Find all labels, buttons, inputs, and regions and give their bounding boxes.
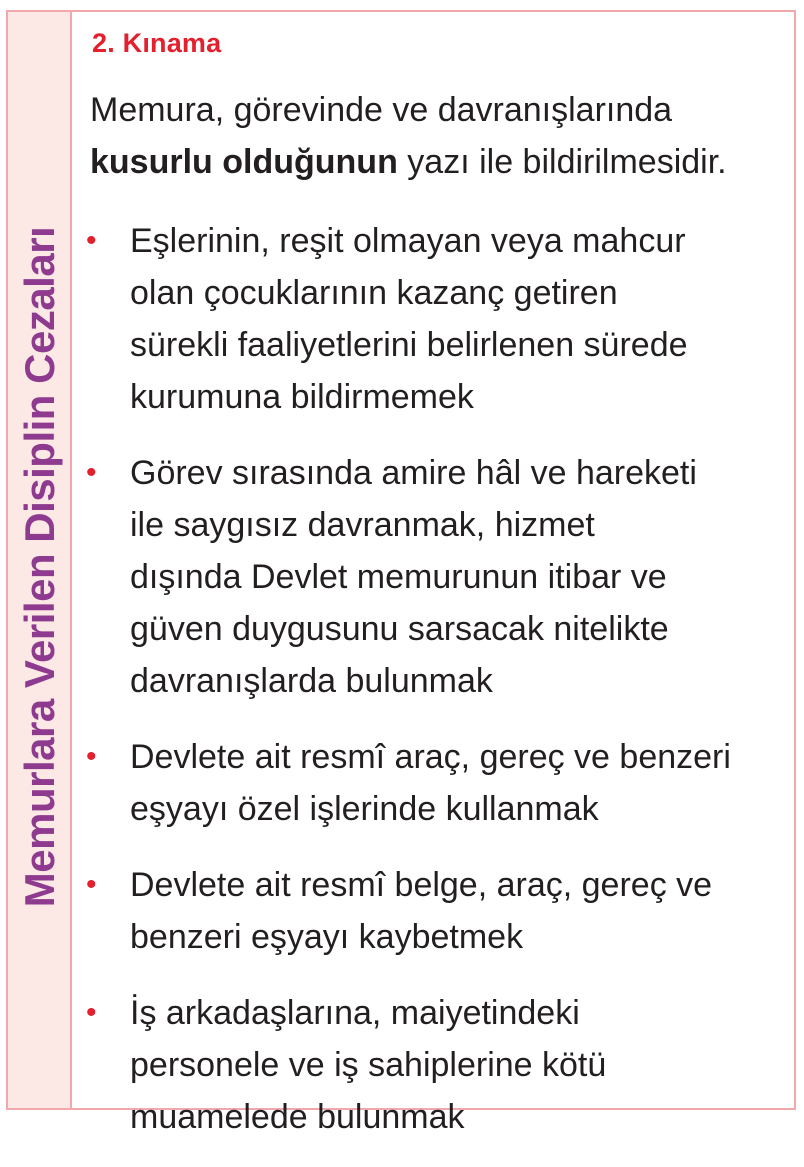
- list-item: [72, 731, 792, 835]
- bullet-icon: •: [86, 224, 97, 257]
- list-item-line: İş arkadaşlarına, maiyetindeki: [130, 994, 580, 1032]
- list-item-line: eşyayı özel işlerinde kullanmak: [130, 790, 599, 828]
- list-item-line: dışında Devlet memurunun itibar ve: [130, 558, 667, 596]
- list-item: [72, 987, 792, 1143]
- bullet-icon: •: [86, 740, 97, 773]
- side-title: Memurlara Verilen Disiplin Cezaları: [16, 226, 63, 908]
- list-item-line: muamelede bulunmak: [130, 1098, 465, 1136]
- list-item: [72, 447, 792, 707]
- list-item-line: benzeri eşyayı kaybetmek: [130, 918, 524, 956]
- list-item-line: kurumuna bildirmemek: [130, 378, 474, 416]
- side-band: [8, 12, 72, 1108]
- list-item-line: olan çocuklarının kazanç getiren: [130, 274, 618, 312]
- list-item-line: sürekli faaliyetlerini belirlenen sürede: [130, 326, 688, 364]
- list-item-line: Görev sırasında amire hâl ve hareketi: [130, 454, 697, 492]
- list-item: [72, 859, 792, 963]
- list-item-line: Eşlerinin, reşit olmayan veya mahcur: [130, 222, 686, 260]
- bullet-icon: •: [86, 868, 97, 901]
- content-card: [6, 10, 796, 1136]
- list-item-line: ile saygısız davranmak, hizmet: [130, 506, 595, 544]
- definition-paragraph: [90, 84, 780, 188]
- list-item-line: güven duygusunu sarsacak nitelikte: [130, 610, 669, 648]
- offense-list: [72, 215, 792, 1167]
- list-item-line: personele ve iş sahiplerine kötü: [130, 1046, 607, 1084]
- section-heading: 2. Kınama: [92, 28, 222, 58]
- list-item-line: Devlete ait resmî belge, araç, gereç ve: [130, 866, 713, 904]
- bullet-icon: •: [86, 456, 97, 489]
- list-item: [72, 215, 792, 423]
- content-area: [72, 12, 794, 1136]
- definition-emphasis: kusurlu olduğunun: [90, 143, 398, 181]
- list-item-line: Devlete ait resmî araç, gereç ve benzeri: [130, 738, 731, 776]
- bullet-icon: •: [86, 996, 97, 1029]
- definition-text-end: yazı ile bildirilmesidir.: [397, 143, 727, 181]
- list-item-line: davranışlarda bulunmak: [130, 662, 493, 700]
- definition-text: Memura, görevinde ve davranışlarında: [90, 91, 673, 129]
